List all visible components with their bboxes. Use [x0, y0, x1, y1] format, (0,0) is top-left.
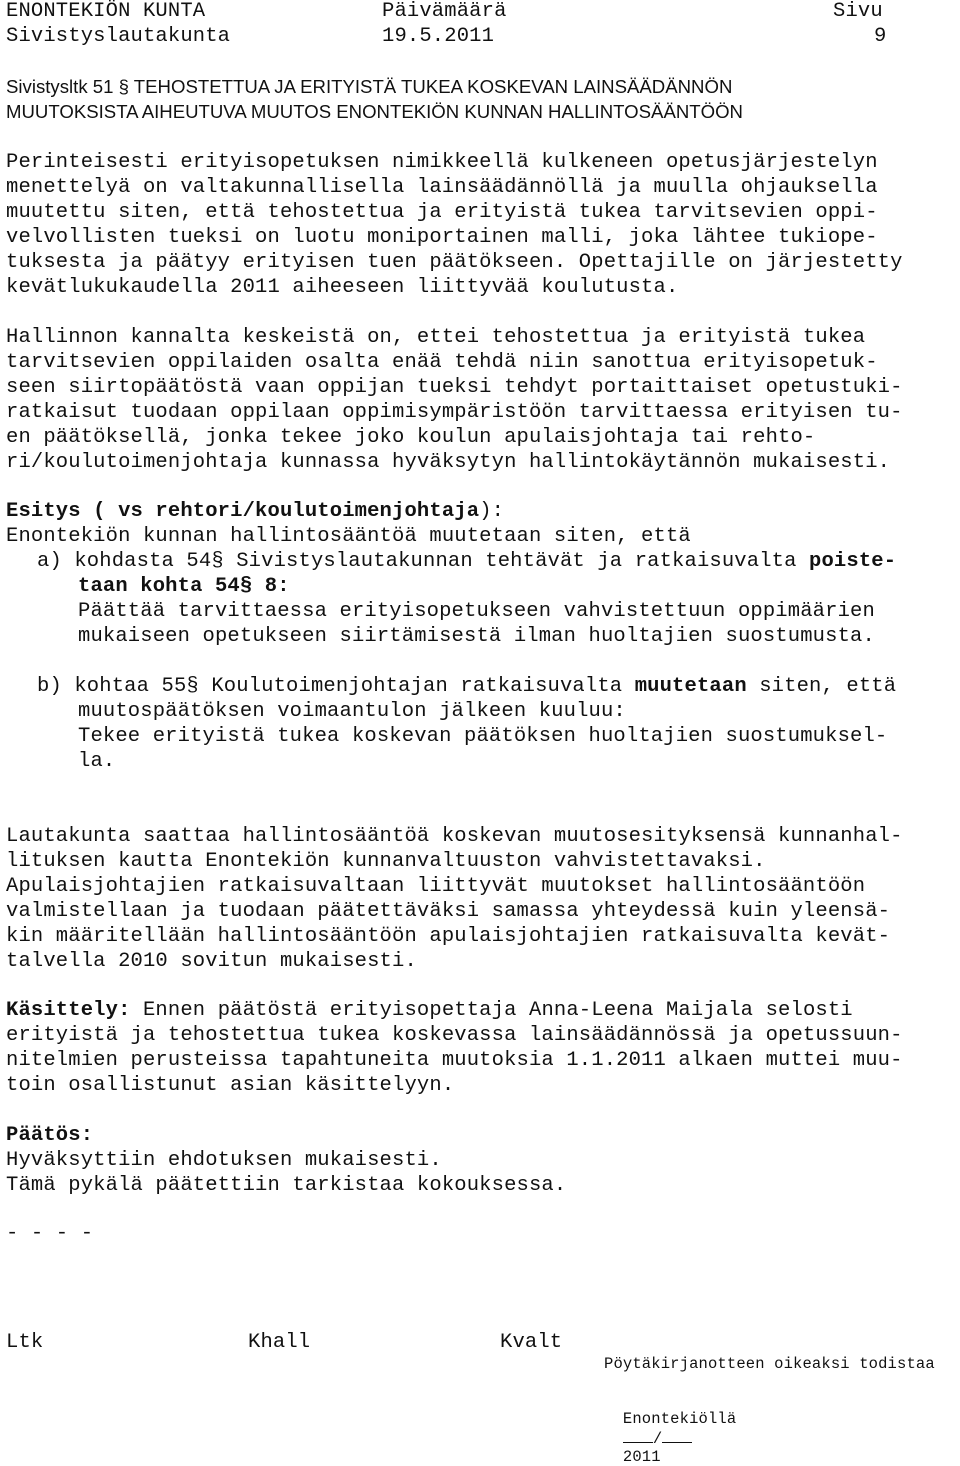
- text-line: erityistä ja tehostettua tukea koskevassa lainsäädännössä ja opetussuun-: [6, 1024, 903, 1047]
- item-a-line-2: [78, 575, 290, 598]
- text-line: menettelyä on valtakunnallisella lainsäädännöllä ja muulla ohjauksella: [6, 176, 878, 199]
- text-line: talvella 2010 sovitun mukaisesti.: [6, 950, 417, 973]
- item-b-bold: muutetaan: [634, 675, 747, 698]
- section-title-line-1: Sivistysltk 51 § TEHOSTETTUA JA ERITYISTÄ TUKEA KOSKEVAN LAINSÄÄDÄNNÖN: [6, 76, 733, 97]
- decision-line-2: Tämä pykälä päätettiin tarkistaa kokouksessa.: [6, 1174, 567, 1197]
- footer-place: Enontekiöllä: [622, 1410, 737, 1428]
- text-line: ri/koulutoimenjohtaja kunnassa hyväksytyn hallintokäytännön mukaisesti.: [6, 451, 891, 474]
- text-line: Perinteisesti erityisopetuksen nimikkeellä kulkeneen opetusjärjestelyn: [6, 151, 878, 174]
- proposal-heading-tail: ):: [479, 500, 505, 523]
- board-name: Sivistyslautakunta: [6, 25, 231, 48]
- separator: - - - -: [6, 1222, 94, 1245]
- text-line: muutettu siten, että tehostettua ja erityistä tukea tarvitsevien oppi-: [6, 201, 878, 224]
- text-line: kevätlukukaudella 2011 aiheeseen liittyvää koulutusta.: [6, 276, 679, 299]
- item-a-bold: poiste-: [809, 550, 897, 573]
- footer-year: 2011: [622, 1448, 661, 1466]
- text-line: tuksesta ja päätyy erityisen tuen päätökseen. Opettajille on järjestetty: [6, 251, 903, 274]
- item-a-line-1: [37, 550, 896, 573]
- meeting-date: 19.5.2011: [382, 25, 495, 48]
- item-b-text: b) kohtaa 55§ Koulutoimenjohtajan ratkaisuvalta: [37, 675, 635, 698]
- text-line: seen siirtopäätöstä vaan oppijan tueksi tehdyt portaittaiset opetustuki-: [6, 376, 903, 399]
- text-line: Apulaisjohtajien ratkaisuvaltaan liittyvät muutokset hallintosääntöön: [6, 875, 866, 898]
- text-line: ratkaisut tuodaan oppilaan oppimisympäristöön tarvittaessa erityisen tu-: [6, 401, 903, 424]
- text-line: Lautakunta saattaa hallintosääntöä koskevan muutosesityksensä kunnanhal-: [6, 825, 903, 848]
- item-a-line-3: Päättää tarvittaessa erityisopetukseen vahvistettuun oppimäärien: [78, 600, 875, 623]
- text-line: en päätöksellä, jonka tekee joko koulun apulaisjohtaja tai rehto-: [6, 426, 816, 449]
- item-b-line-2: muutospäätöksen voimaantulon jälkeen kuuluu:: [78, 700, 626, 723]
- month-blank: [662, 1428, 692, 1443]
- decision-label-text: Päätös:: [6, 1124, 94, 1147]
- proposal-heading-bold: Esitys ( vs rehtori/koulutoimenjohtaja: [6, 500, 480, 523]
- day-blank: [623, 1428, 653, 1443]
- item-b-line-1: [37, 675, 896, 698]
- text-line: toin osallistunut asian käsittelyyn.: [6, 1074, 455, 1097]
- text-line: lituksen kautta Enontekiön kunnanvaltuuston vahvistettavaksi.: [6, 850, 766, 873]
- proposal-intro: Enontekiön kunnan hallintosääntöä muutetaan siten, että: [6, 525, 691, 548]
- text-line: velvollisten tueksi on luotu moniportainen malli, joka lähtee tukiope-: [6, 226, 878, 249]
- proposal-heading: [6, 500, 504, 523]
- page-number: 9: [874, 25, 887, 48]
- text-line: Hallinnon kannalta keskeistä on, ettei tehostettua ja erityistä tukea: [6, 326, 866, 349]
- handling-line-1: [6, 999, 853, 1022]
- item-b-line-4: la.: [78, 750, 116, 773]
- footer-khall: Khall: [248, 1331, 311, 1354]
- certification-text: Pöytäkirjanotteen oikeaksi todistaa: [604, 1355, 935, 1373]
- item-b-line-3: Tekee erityistä tukea koskevan päätöksen huoltajien suostumuksel-: [78, 725, 888, 748]
- item-b-text-tail: siten, että: [746, 675, 897, 698]
- footer-ltk: Ltk: [6, 1331, 44, 1354]
- item-a-bold-2: taan kohta 54§ 8:: [78, 575, 290, 598]
- date-label: Päivämäärä: [382, 0, 507, 23]
- handling-text: Ennen päätöstä erityisopettaja Anna-Leena Maijala selosti: [130, 999, 853, 1022]
- section-title-line-2: MUUTOKSISTA AIHEUTUVA MUUTOS ENONTEKIÖN KUNNAN HALLINTOSÄÄNTÖÖN: [6, 101, 743, 122]
- footer-kvalt: Kvalt: [500, 1331, 563, 1354]
- item-a-text: a) kohdasta 54§ Sivistyslautakunnan tehtävät ja ratkaisuvalta: [37, 550, 810, 573]
- municipality-name: ENONTEKIÖN KUNTA: [6, 0, 206, 23]
- text-line: kin määritellään hallintosääntöön apulaisjohtajien ratkaisuvalta kevät-: [6, 925, 891, 948]
- decision-label: [6, 1124, 93, 1147]
- decision-line-1: Hyväksyttiin ehdotuksen mukaisesti.: [6, 1149, 442, 1172]
- handling-label: Käsittely:: [6, 999, 131, 1022]
- date-slash: /: [652, 1430, 663, 1448]
- text-line: nitelmien perusteissa tapahtuneita muutoksia 1.1.2011 alkaen muttei muu-: [6, 1049, 903, 1072]
- footer-place-date: [604, 1392, 736, 1466]
- text-line: valmistellaan ja tuodaan päätettäväksi samassa yhteydessä kuin yleensä-: [6, 900, 891, 923]
- item-a-line-4: mukaiseen opetukseen siirtämisestä ilman huoltajien suostumusta.: [78, 625, 875, 648]
- text-line: tarvitsevien oppilaiden osalta enää tehdä niin sanottua erityisopetuk-: [6, 351, 878, 374]
- page-label: Sivu: [833, 0, 883, 23]
